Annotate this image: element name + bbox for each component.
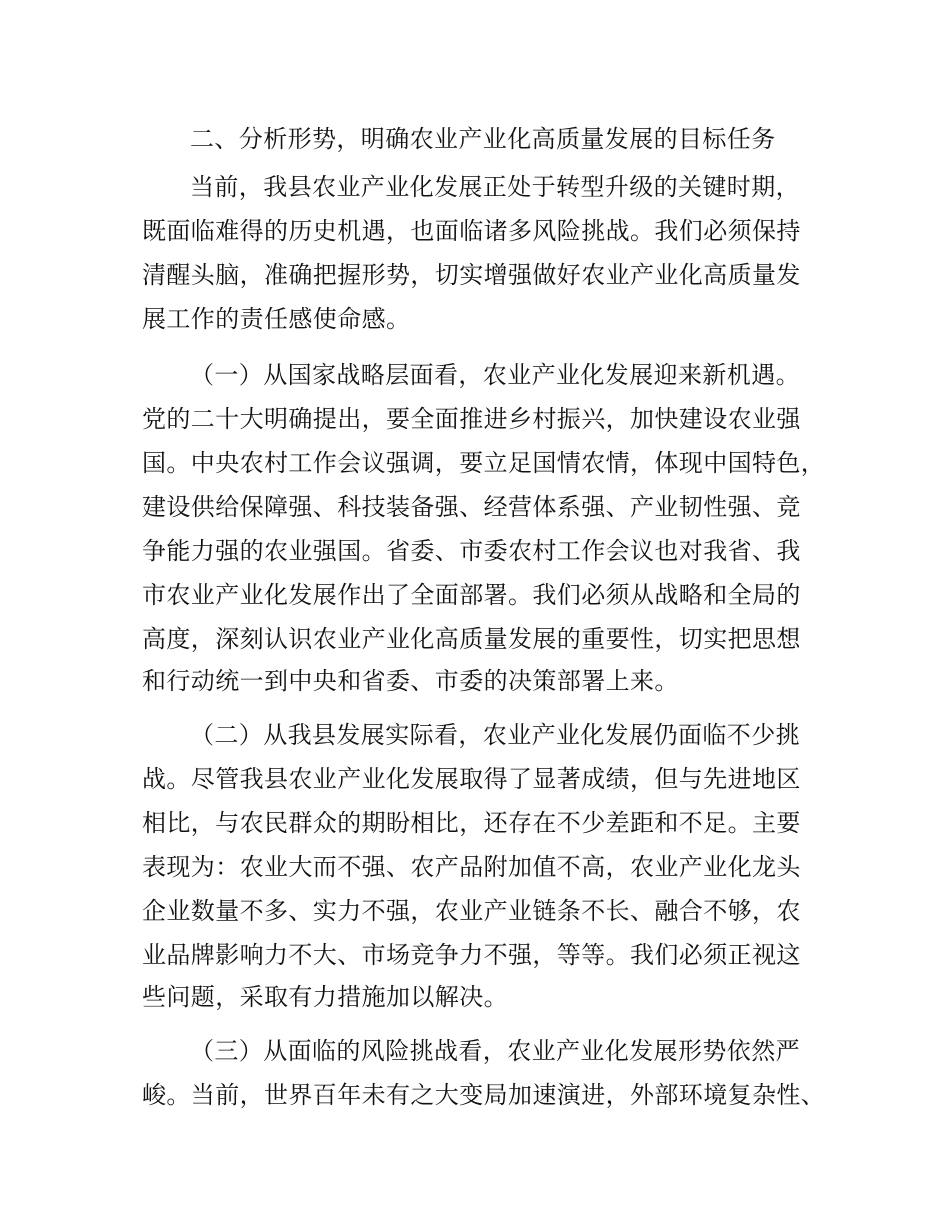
- paragraph-line: 当前，我县农业产业化发展正处于转型升级的关键时期，: [190, 173, 800, 201]
- paragraph-line: （三）从面临的风险挑战看，农业产业化发展形势依然严: [190, 1037, 800, 1065]
- section-heading: 二、分析形势，明确农业产业化高质量发展的目标任务: [190, 125, 776, 153]
- paragraph-line: 党的二十大明确提出，要全面推进乡村振兴，加快建设农业强: [142, 405, 801, 433]
- paragraph-line: 业品牌影响力不大、市场竞争力不强，等等。我们必须正视这: [142, 941, 801, 969]
- paragraph-line: （二）从我县发展实际看，农业产业化发展仍面临不少挑: [190, 721, 800, 749]
- paragraph-line: 和行动统一到中央和省委、市委的决策部署上来。: [142, 667, 679, 695]
- paragraph-line: 清醒头脑，准确把握形势，切实增强做好农业产业化高质量发: [142, 261, 801, 289]
- paragraph-line: 高度，深刻认识农业产业化高质量发展的重要性，切实把思想: [142, 625, 801, 653]
- paragraph-line: 峻。当前，世界百年未有之大变局加速演进，外部环境复杂性、: [142, 1081, 826, 1109]
- paragraph-line: 建设供给保障强、科技装备强、经营体系强、产业韧性强、竞: [142, 493, 801, 521]
- paragraph-line: 国。中央农村工作会议强调，要立足国情农情，体现中国特色，: [142, 449, 826, 477]
- paragraph-line: （一）从国家战略层面看，农业产业化发展迎来新机遇。: [190, 361, 800, 389]
- paragraph-line: 争能力强的农业强国。省委、市委农村工作会议也对我省、我: [142, 537, 801, 565]
- paragraph-line: 市农业产业化发展作出了全面部署。我们必须从战略和全局的: [142, 581, 801, 609]
- paragraph-line: 相比，与农民群众的期盼相比，还存在不少差距和不足。主要: [142, 809, 801, 837]
- paragraph-line: 展工作的责任感使命感。: [142, 305, 411, 333]
- paragraph-line: 既面临难得的历史机遇，也面临诸多风险挑战。我们必须保持: [142, 217, 801, 245]
- paragraph-line: 企业数量不多、实力不强，农业产业链条不长、融合不够，农: [142, 897, 801, 925]
- paragraph-line: 些问题，采取有力措施加以解决。: [142, 983, 508, 1011]
- paragraph-line: 战。尽管我县农业产业化发展取得了显著成绩，但与先进地区: [142, 765, 801, 793]
- paragraph-line: 表现为：农业大而不强、农产品附加值不高，农业产业化龙头: [142, 853, 801, 881]
